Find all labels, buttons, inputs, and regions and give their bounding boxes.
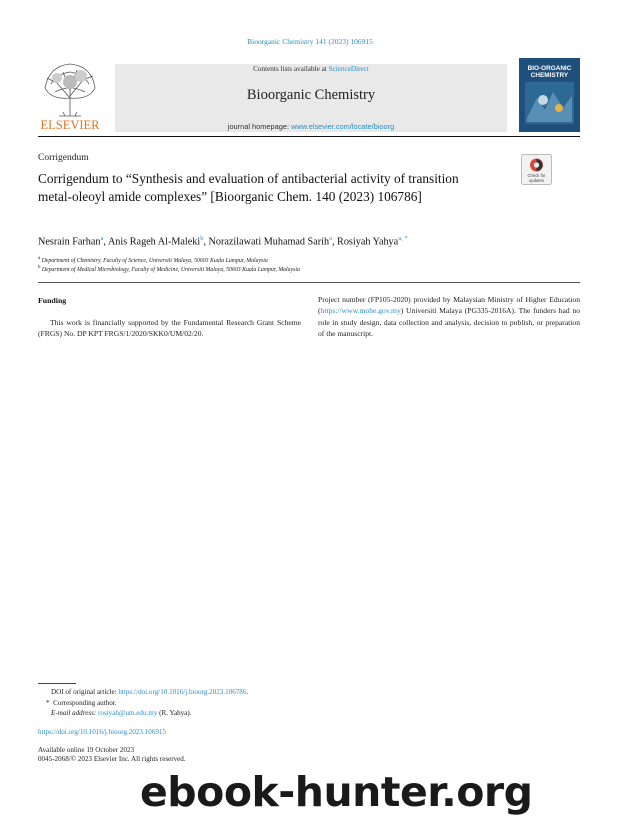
email-footnote: E-mail address: rosiyah@um.edu.my (R. Yahya).	[51, 709, 192, 717]
copyright: 0045-2068/© 2023 Elsevier Inc. All rights reserved.	[38, 755, 186, 763]
author-name[interactable]: Anis Rageh Al-Maleki	[107, 236, 201, 248]
check-updates-icon	[521, 154, 552, 185]
body-column-right: Project number (FP105-2020) provided by Malaysian Ministry of Higher Education (https://www.mohe.gov.my) Universiti Malaya (PG335-2016A). The funders had no role in study design, data collection and analysis, decision to publish, or preparation of the manuscript.	[318, 295, 580, 339]
journal-citation[interactable]: Bioorganic Chemistry 141 (2023) 106915	[247, 37, 373, 46]
svg-text:CHEMISTRY: CHEMISTRY	[530, 72, 569, 79]
svg-text:updates: updates	[529, 178, 544, 183]
journal-homepage: journal homepage: www.elsevier.com/locate/bioorg	[227, 122, 395, 131]
corresponding-footnote: * Corresponding author.	[46, 699, 117, 707]
mohe-link[interactable]: https://www.mohe.gov.my	[320, 306, 401, 316]
body-column-left: This work is financially supported by the Fundamental Research Grant Scheme (FRGS) No. DP KPT FRGS/1/2020/SKK0/UM/02/20.	[38, 318, 301, 339]
journal-cover[interactable]	[519, 58, 580, 132]
header-rule	[38, 136, 580, 137]
article-type: Corrigendum	[38, 153, 89, 163]
check-for-updates-button[interactable]	[521, 154, 552, 185]
available-online: Available online 19 October 2023	[38, 746, 135, 754]
section-heading: Funding	[38, 296, 67, 305]
article-title: Corrigendum to “Synthesis and evaluation of antibacterial activity of transition metal-oleoyl amide complexes” [Bioorganic Chem. 140 (2023) 106786]	[38, 171, 459, 204]
author-affiliation-mark[interactable]: a, *	[398, 235, 408, 242]
affiliation: $^a$ Department of Chemistry, Faculty of Science, Universiti Malaya, 50603 Kuala Lumpur, Malaysia	[38, 256, 268, 264]
elsevier-logo	[37, 58, 103, 132]
affiliation-rule	[38, 282, 580, 283]
author-list: Nesrain Farhan$^a$, Anis Rageh Al-Maleki$^b$, Norazilawati Muhamad Sarih$^a$, Rosiyah Yahya$^{a, *}$	[38, 235, 408, 248]
author-name[interactable]: Norazilawati Muhamad Sarih	[208, 236, 330, 248]
author-name[interactable]: Rosiyah Yahya	[337, 236, 399, 248]
svg-text:ELSEVIER: ELSEVIER	[40, 118, 100, 132]
svg-text:BIO-ORGANIC: BIO-ORGANIC	[527, 65, 572, 72]
email-link[interactable]: rosiyah@um.edu.my	[98, 709, 158, 717]
tree-icon	[37, 58, 103, 132]
sciencedirect-link[interactable]: ScienceDirect	[328, 65, 369, 73]
doi-original-link[interactable]: https://doi.org/10.1016/j.bioorg.2023.106786	[118, 688, 247, 696]
journal-title: Bioorganic Chemistry	[246, 87, 376, 103]
author-name[interactable]: Nesrain Farhan	[38, 236, 101, 248]
watermark: ebook-hunter.org	[140, 768, 533, 816]
svg-text:Check for: Check for	[527, 173, 546, 178]
article-doi	[38, 728, 166, 736]
footnote-rule	[38, 683, 76, 684]
article-doi-link[interactable]: https://doi.org/10.1016/j.bioorg.2023.106915	[38, 728, 167, 736]
doi-original-footnote: DOI of original article: https://doi.org/10.1016/j.bioorg.2023.106786.	[51, 688, 249, 696]
author-affiliation-mark[interactable]: a	[100, 235, 104, 242]
affiliation: $^b$ Department of Medical Microbiology, Faculty of Medicine, Universiti Malaya, 50603 Kuala Lumpur, Malaysia	[38, 265, 300, 273]
author-affiliation-mark[interactable]: a	[329, 235, 332, 242]
author-affiliation-mark[interactable]: b	[200, 235, 204, 242]
homepage-link[interactable]: www.elsevier.com/locate/bioorg	[291, 122, 395, 131]
contents-line: Contents lists available at ScienceDirect	[253, 65, 369, 73]
